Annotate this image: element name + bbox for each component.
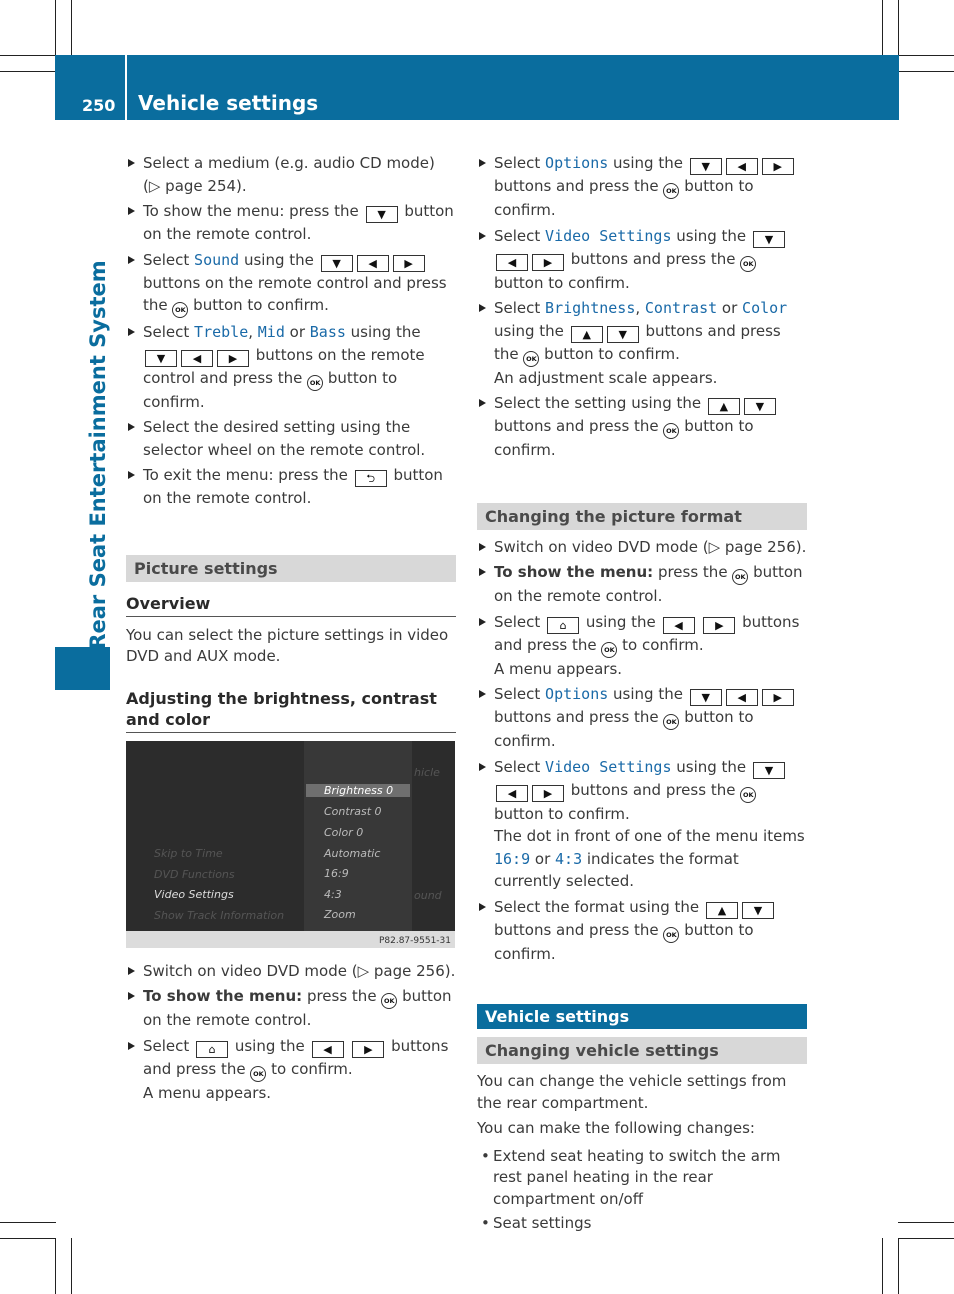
step: Select a medium (e.g. audio CD mode) (▷ page 254). xyxy=(126,152,456,197)
back-key-icon: ⮌ xyxy=(355,470,387,487)
menu-item-options: Options xyxy=(545,154,609,172)
screen-menu-item: Zoom xyxy=(324,907,356,921)
section-heading-vehicle-settings: Vehicle settings xyxy=(477,1004,807,1029)
down-key-icon: ▼ xyxy=(145,350,177,367)
screen-menu-item: Color 0 xyxy=(324,825,364,839)
crop-mark xyxy=(898,1238,954,1239)
down-key-icon: ▼ xyxy=(742,902,774,919)
menu-item-mid: Mid xyxy=(257,323,285,341)
ok-button-icon: OK xyxy=(663,714,679,730)
section-heading-changing-vehicle: Changing vehicle settings xyxy=(477,1037,807,1064)
right-key-icon: ▶ xyxy=(762,689,794,706)
subheading-overview: Overview xyxy=(126,593,456,617)
menu-item-treble: Treble xyxy=(194,323,249,341)
step: Select the desired setting using the selector wheel on the remote control. xyxy=(126,416,456,461)
right-key-icon: ▶ xyxy=(532,254,564,271)
menu-item-video-settings: Video Settings xyxy=(545,757,672,776)
screen-menu-item: DVD Functions xyxy=(154,867,235,881)
screen-edge-text: hicle xyxy=(414,765,440,779)
right-column xyxy=(477,152,807,1235)
crop-mark xyxy=(0,71,56,72)
menu-item-contrast: Contrast xyxy=(644,299,718,317)
down-key-icon: ▼ xyxy=(321,255,353,272)
menu-item-color: Color xyxy=(742,299,788,317)
menu-item-brightness: Brightness xyxy=(545,299,636,317)
up-key-icon: ▲ xyxy=(708,398,740,415)
left-key-icon: ◀ xyxy=(496,254,528,271)
ok-button-icon: OK xyxy=(601,642,617,658)
home-key-icon: ⌂ xyxy=(196,1041,228,1058)
left-key-icon: ◀ xyxy=(357,255,389,272)
crop-mark xyxy=(882,1238,883,1294)
screen-menu-item: Automatic xyxy=(324,846,381,860)
crop-mark xyxy=(0,1238,56,1239)
menu-item-16-9: 16:9 xyxy=(494,849,531,868)
left-key-icon: ◀ xyxy=(726,158,758,175)
screen-menu-item: Skip to Time xyxy=(154,846,223,860)
step: Select the format using the ▲ ▼ buttons and press the OK button to confirm. xyxy=(477,896,807,966)
step: Select Video Settings using the ▼◀ ▶ buttons and press the OK button to confirm. The dot in front of one of the menu items 16:9 or 4:3 indicates the format currently selected. xyxy=(477,756,807,893)
figure-reference: P82.87-9551-31 xyxy=(378,935,451,946)
right-key-icon: ▶ xyxy=(762,158,794,175)
step: Switch on video DVD mode (▷ page 256). xyxy=(126,960,456,983)
ok-button-icon: OK xyxy=(307,375,323,391)
crop-mark xyxy=(898,1238,899,1294)
crop-mark xyxy=(0,55,56,56)
left-column xyxy=(126,152,456,1107)
screen-menu-item: 4:3 xyxy=(324,887,342,901)
ok-button-icon: OK xyxy=(172,302,188,318)
left-key-icon: ◀ xyxy=(496,785,528,802)
left-key-icon: ◀ xyxy=(181,350,213,367)
screen-menu-item: 16:9 xyxy=(324,866,349,880)
left-key-icon: ◀ xyxy=(726,689,758,706)
right-key-icon: ▶ xyxy=(393,255,425,272)
right-key-icon: ▶ xyxy=(217,350,249,367)
screen-menu-item: Show Track Information xyxy=(154,908,285,922)
crop-mark xyxy=(71,0,72,56)
page-ref-icon: ▷ xyxy=(708,537,721,556)
step: To show the menu: press the OK button on the remote control. xyxy=(477,561,807,608)
ok-button-icon: OK xyxy=(740,256,756,272)
up-key-icon: ▲ xyxy=(571,326,603,343)
ok-button-icon: OK xyxy=(250,1066,266,1082)
page-title: Vehicle settings xyxy=(138,91,319,115)
overview-text: You can select the picture settings in video DVD and AUX mode. xyxy=(126,625,449,665)
crop-mark xyxy=(898,55,954,56)
crop-mark xyxy=(71,1238,72,1294)
step: To show the menu: press the ▼ button on the remote control. xyxy=(126,200,456,246)
down-key-icon: ▼ xyxy=(366,206,398,223)
down-key-icon: ▼ xyxy=(744,398,776,415)
menu-item-video-settings: Video Settings xyxy=(545,226,672,245)
ok-button-icon: OK xyxy=(740,787,756,803)
ok-button-icon: OK xyxy=(381,993,397,1009)
crop-mark xyxy=(898,71,954,72)
section-heading-changing-format: Changing the picture format xyxy=(477,503,807,530)
step: Select Video Settings using the ▼◀ ▶ buttons and press the OK button to confirm. xyxy=(477,225,807,295)
down-key-icon: ▼ xyxy=(753,762,785,779)
down-key-icon: ▼ xyxy=(607,326,639,343)
page-ref-icon: ▷ xyxy=(357,961,370,980)
step: Select Treble, Mid or Bass using the ▼ ◀ ▶ buttons on the remote control and press the OK button to confirm. xyxy=(126,321,456,413)
screen-menu-item: Contrast 0 xyxy=(324,804,382,818)
step: To exit the menu: press the ⮌ button on the remote control. xyxy=(126,464,456,510)
up-key-icon: ▲ xyxy=(706,902,738,919)
menu-item-options: Options xyxy=(545,685,609,703)
step: Select Options using the ▼ ◀ ▶ buttons and press the OK button to confirm. xyxy=(477,152,807,222)
bullet-item: • Seat settings xyxy=(477,1213,807,1235)
page-number: 250 xyxy=(82,96,116,115)
step: Select Options using the ▼ ◀ ▶ buttons and press the OK button to confirm. xyxy=(477,683,807,753)
step: Switch on video DVD mode (▷ page 256). xyxy=(477,536,807,559)
crop-mark xyxy=(882,0,883,56)
crop-mark xyxy=(0,1222,56,1223)
screen-edge-text: ound xyxy=(414,888,442,902)
menu-item-sound: Sound xyxy=(194,250,240,269)
right-key-icon: ▶ xyxy=(352,1041,384,1058)
down-key-icon: ▼ xyxy=(690,158,722,175)
step: Select Sound using the ▼ ◀ ▶ buttons on the remote control and press the OK button to confirm. xyxy=(126,249,456,319)
home-key-icon: ⌂ xyxy=(547,617,579,634)
step: Select ⌂ using the ◀ ▶ buttons and press the OK to confirm. A menu appears. xyxy=(477,611,807,681)
screen-menu-item: Brightness 0 xyxy=(306,784,410,797)
ok-button-icon: OK xyxy=(663,183,679,199)
left-key-icon: ◀ xyxy=(312,1041,344,1058)
section-heading-picture-settings: Picture settings xyxy=(126,555,456,582)
crop-mark xyxy=(55,1238,56,1294)
side-tab-block xyxy=(55,647,110,690)
step: Select ⌂ using the ◀ ▶ buttons and press the OK to confirm. A menu appears. xyxy=(126,1035,456,1105)
step: Select Brightness, Contrast or Color using the ▲ ▼ buttons and press the OK button to confirm. An adjustment scale appears. xyxy=(477,297,807,389)
step: Select the setting using the ▲ ▼ buttons and press the OK button to confirm. xyxy=(477,392,807,462)
step: To show the menu: press the OK button on the remote control. xyxy=(126,985,456,1032)
bullet-item: • Extend seat heating to switch the arm rest panel heating in the rear compartment on/off xyxy=(477,1146,807,1211)
ok-button-icon: OK xyxy=(663,927,679,943)
header-separator xyxy=(125,55,127,120)
ok-button-icon: OK xyxy=(732,569,748,585)
down-key-icon: ▼ xyxy=(753,231,785,248)
ok-button-icon: OK xyxy=(523,351,539,367)
left-key-icon: ◀ xyxy=(663,617,695,634)
dvd-menu-screenshot xyxy=(126,741,455,948)
right-key-icon: ▶ xyxy=(532,785,564,802)
vehicle-text: You can change the vehicle settings from the rear compartment. xyxy=(477,1072,787,1112)
crop-mark xyxy=(898,1222,954,1223)
page-ref-icon: ▷ xyxy=(148,176,161,195)
ok-button-icon: OK xyxy=(663,423,679,439)
crop-mark xyxy=(898,0,899,56)
vehicle-text: You can make the following changes: xyxy=(477,1119,755,1137)
down-key-icon: ▼ xyxy=(690,689,722,706)
menu-item-bass: Bass xyxy=(309,323,346,341)
screen-menu-item: Video Settings xyxy=(154,887,234,901)
crop-mark xyxy=(55,0,56,56)
right-key-icon: ▶ xyxy=(703,617,735,634)
menu-item-4-3: 4:3 xyxy=(555,849,583,868)
subheading-adjusting: Adjusting the brightness, contrast and color xyxy=(126,688,456,733)
chapter-title: Rear Seat Entertainment System xyxy=(86,260,110,650)
